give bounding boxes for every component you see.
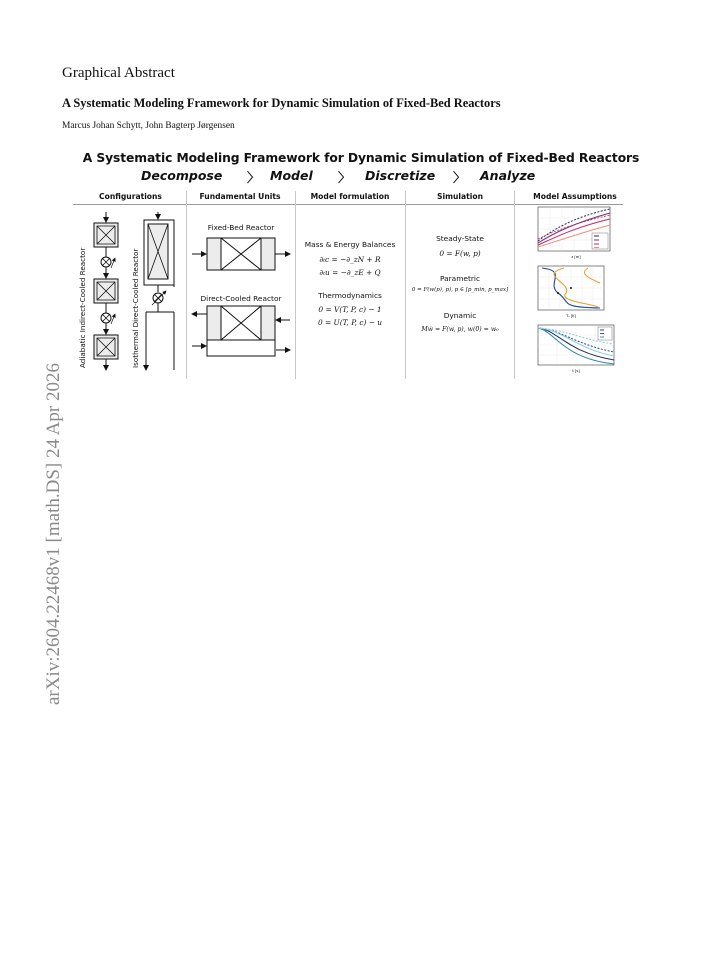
- assumption-plot-profiles: [524, 205, 614, 260]
- column-model-assumptions: Model Assumptions: [533, 192, 617, 201]
- column-model-formulation: Model formulation: [310, 192, 390, 201]
- dynamic-heading: Dynamic: [443, 311, 477, 320]
- plot3-x-label: t [s]: [572, 369, 580, 373]
- plot2-x-label: Tₛ [K]: [566, 314, 576, 318]
- paper-title: A Systematic Modeling Framework for Dynamic Simulation of Fixed-Bed Reactors: [62, 96, 501, 110]
- parametric-heading: Parametric: [439, 274, 481, 283]
- fixed-bed-unit: [190, 236, 290, 276]
- section-label: Graphical Abstract: [62, 65, 175, 81]
- column-divider: [295, 191, 296, 379]
- column-simulation: Simulation: [437, 192, 483, 201]
- column-configurations: Configurations: [99, 192, 162, 201]
- fixed-bed-label: Fixed-Bed Reactor: [207, 223, 275, 232]
- step-separator-2: 〉: [338, 170, 351, 185]
- dynamic-equation: Mẇ = F(w, p), w(0) = w₀: [421, 326, 499, 333]
- thermodynamics-heading: Thermodynamics: [318, 291, 382, 300]
- isothermal-reactor-label: Isothermal Direct-Cooled Reactor: [131, 248, 140, 368]
- column-divider: [514, 191, 515, 379]
- figure-title: A Systematic Modeling Framework for Dynamic Simulation of Fixed-Bed Reactors: [82, 151, 640, 165]
- step-analyze: Analyze: [480, 168, 536, 183]
- thermo-equation-volume: 0 = V(T, P, c) − 1: [318, 305, 382, 314]
- plot1-x-label: z [m]: [571, 255, 581, 259]
- configurations-diagram: [86, 212, 186, 372]
- author-list: Marcus Johan Schytt, John Bagterp Jørgensen: [62, 121, 235, 131]
- column-divider: [186, 191, 187, 379]
- balance-equation-mass: ∂ₜc = −∂_zN + R: [319, 255, 381, 264]
- parametric-equation: 0 = F(w(p), p), p ∈ [p_min, p_max]: [411, 287, 509, 293]
- assumption-plot-dynamic: [528, 322, 620, 374]
- step-discretize: Discretize: [365, 168, 436, 183]
- step-separator-1: 〉: [247, 170, 260, 185]
- direct-cooled-label: Direct-Cooled Reactor: [200, 294, 282, 303]
- assumption-plot-parametric: [528, 263, 616, 318]
- step-separator-3: 〉: [453, 170, 466, 185]
- arxiv-stamp-text: arXiv:2604.22468v1 [math.DS] 24 Apr 2026: [43, 363, 64, 705]
- steady-state-heading: Steady-State: [436, 234, 484, 243]
- steady-state-equation: 0 = F(w, p): [439, 249, 481, 258]
- balance-equation-energy: ∂ₜu = −∂_zE + Q: [319, 268, 381, 277]
- arxiv-stamp: [20, 255, 64, 705]
- balances-heading: Mass & Energy Balances: [304, 240, 396, 249]
- adiabatic-reactor-label: Adiabatic Indirect-Cooled Reactor: [78, 247, 87, 368]
- step-decompose: Decompose: [141, 168, 223, 183]
- direct-cooled-unit: [190, 306, 290, 360]
- thermo-equation-energy: 0 = U(T, P, c) − u: [317, 318, 383, 327]
- step-model: Model: [270, 168, 313, 183]
- column-fundamental-units: Fundamental Units: [199, 192, 281, 201]
- column-divider: [405, 191, 406, 379]
